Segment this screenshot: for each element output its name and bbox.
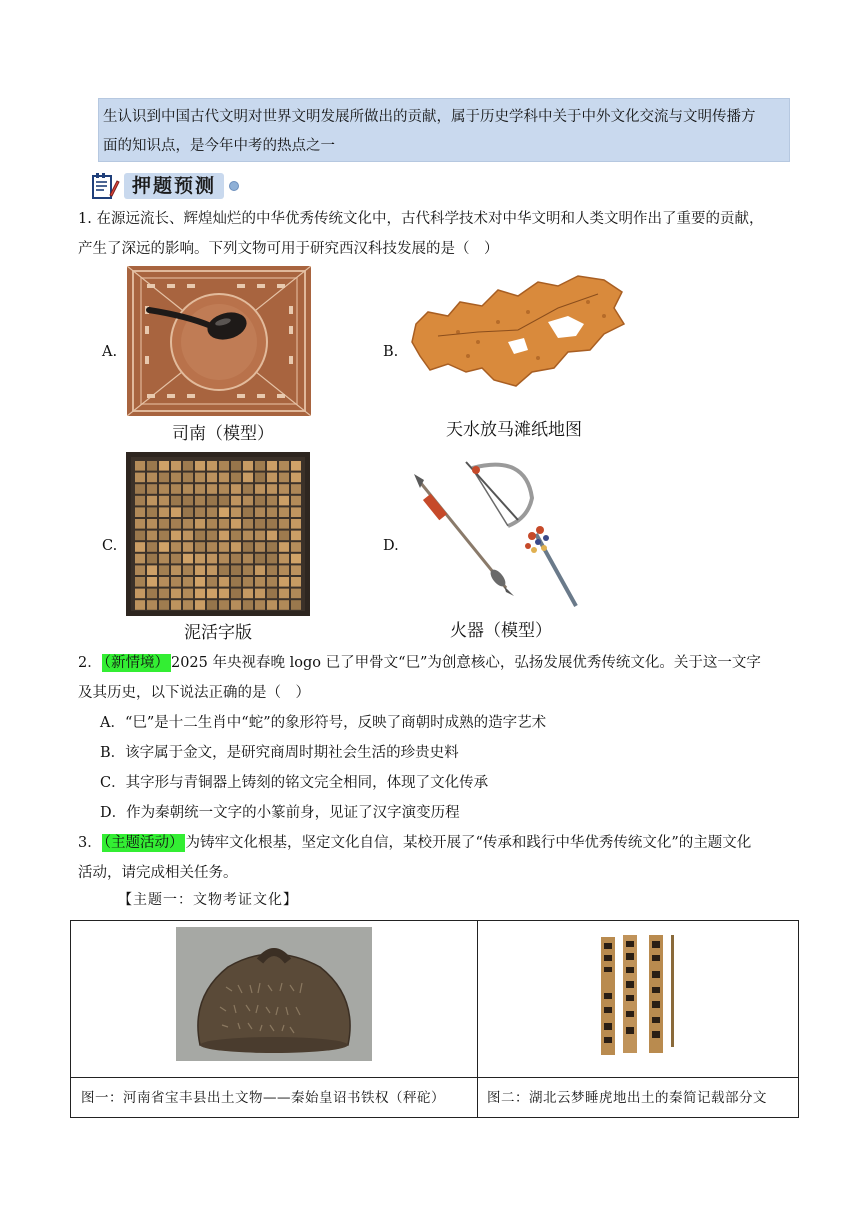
q1-line-2: 产生了深远的影响。下列文物可用于研究西汉科技发展的是（ ） — [78, 241, 499, 257]
q3-number: 3． — [78, 835, 102, 851]
q2-stem — [78, 648, 790, 708]
q3-stem — [78, 828, 790, 888]
q1-option-b-caption: 天水放马滩纸地图 — [446, 420, 582, 440]
q2-tag-new-context: （新情境） — [103, 655, 169, 671]
compass-sinan-image — [127, 266, 311, 416]
artifact-table — [70, 920, 799, 1118]
q2-line-2: 及其历史，以下说法正确的是（ ） — [78, 685, 310, 701]
section-title: 押题预测 — [124, 173, 224, 199]
qin-bamboo-slips-image — [599, 933, 681, 1057]
q2-line-1 — [78, 648, 790, 678]
figure-two-caption: 图二：湖北云梦睡虎地出土的秦简记载部分文 — [487, 1090, 767, 1106]
q1-line-1: 1. 在源远流长、辉煌灿烂的中华优秀传统文化中，古代科学技术对中华文明和人类文明作出了重要的贡献， — [78, 211, 764, 227]
q1-option-d-caption: 火器（模型） — [450, 621, 552, 641]
q3-line-1 — [78, 828, 790, 858]
intro-line-1: 生认识到中国古代文明对世界文明发展所做出的贡献，属于历史学科中关于中外文化交流与文明传播方 — [103, 109, 756, 125]
intro-line-2: 面的知识点，是今年中考的热点之一 — [103, 138, 335, 154]
q1-option-b-letter: B. — [383, 344, 399, 360]
q2-choice-c: C．其字形与青铜器上铸刻的铭文完全相同，体现了文化传承 — [100, 775, 489, 791]
q2-choice-b: B．该字属于金文，是研究商周时期社会生活的珍贵史料 — [100, 745, 459, 761]
iron-weight-image — [176, 927, 372, 1061]
q2-choice-d: D．作为秦朝统一文字的小篆前身，见证了汉字演变历程 — [100, 805, 460, 821]
figure-one-caption: 图一：河南省宝丰县出土文物——秦始皇诏书铁权（秤砣） — [81, 1090, 445, 1106]
clay-movable-type-image — [126, 452, 310, 616]
section-header — [90, 170, 239, 202]
table-divider-vertical — [477, 921, 478, 1117]
theme-one-title: 【主题一：文物考证文化】 — [118, 892, 298, 908]
intro-summary-box — [98, 98, 790, 162]
q1-option-d-letter: D. — [383, 538, 399, 554]
q2-line-1-text: 2025 年央视春晚 logo 已了甲骨文“巳”为创意核心，弘扬发展优秀传统文化。关于这一文字 — [170, 655, 761, 671]
q1-option-a-caption: 司南（模型） — [172, 424, 274, 444]
q3-line-1-text: 为铸牢文化根基，坚定文化自信，某校开展了“传承和践行中华优秀传统文化”的主题文化 — [185, 835, 752, 851]
q1-option-c-letter: C. — [102, 538, 118, 554]
q3-tag-theme-activity: （主题活动） — [103, 835, 184, 851]
firearms-model-image — [408, 456, 584, 616]
section-title-dot — [229, 181, 239, 191]
notepad-pencil-icon — [90, 171, 120, 201]
q1-option-c-caption: 泥活字版 — [184, 623, 252, 643]
paper-map-image — [408, 272, 628, 390]
q1-option-a-letter: A. — [102, 344, 118, 360]
q1-stem — [78, 204, 790, 264]
table-divider-horizontal — [71, 1077, 798, 1078]
q2-number: 2． — [78, 655, 102, 671]
q2-choice-a: A．“巳”是十二生肖中“蛇”的象形符号，反映了商朝时成熟的造字艺术 — [100, 715, 547, 731]
q3-line-2: 活动，请完成相关任务。 — [78, 865, 238, 881]
